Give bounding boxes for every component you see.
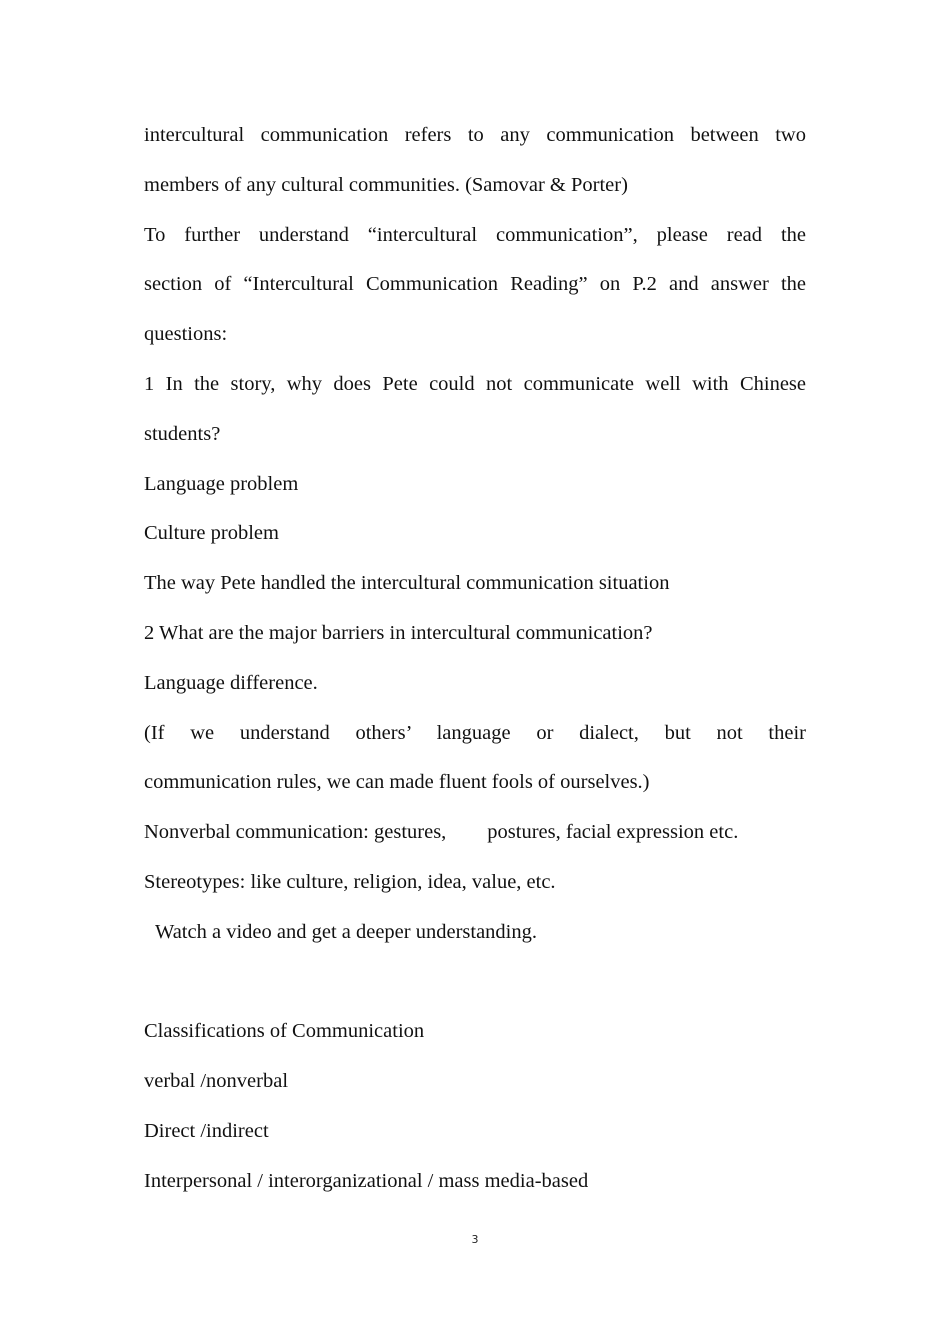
- classification-item-2: Direct /indirect: [144, 1119, 269, 1142]
- definition-line-2: members of any cultural communities. (Samovar & Porter): [144, 173, 628, 196]
- definition-line-1: intercultural communication refers to any communication between two: [144, 124, 806, 146]
- classification-item-1: verbal /nonverbal: [144, 1070, 289, 1093]
- question-1-line-2: students?: [144, 422, 221, 445]
- question-1-answer-1: Language problem: [144, 472, 299, 495]
- question-1-line-1: 1 In the story, why does Pete could not communicate well with Chinese: [144, 372, 806, 395]
- document-body: [144, 111, 806, 1207]
- classifications-heading: Classifications of Communication: [144, 1020, 425, 1043]
- question-2-note-line-1: (If we understand others’ language or dialect, but not their: [144, 721, 806, 744]
- question-2-answer-3: Stereotypes: like culture, religion, idea, value, etc.: [144, 870, 556, 893]
- instruction-line-3: questions:: [144, 323, 228, 346]
- question-1-answer-3: The way Pete handled the intercultural communication situation: [144, 572, 670, 595]
- question-2: 2 What are the major barriers in intercultural communication?: [144, 621, 653, 644]
- classification-item-3: Interpersonal / interorganizational / mass media-based: [144, 1169, 589, 1192]
- question-2-note-line-2: communication rules, we can made fluent fools of ourselves.): [144, 771, 650, 794]
- instruction-line-2: section of “Intercultural Communication Reading” on P.2 and answer the: [144, 273, 806, 296]
- blank-line: [144, 958, 806, 1008]
- question-1-answer-2: Culture problem: [144, 522, 279, 545]
- page-number: 3: [471, 1233, 479, 1246]
- question-2-answer-1: Language difference.: [144, 671, 318, 694]
- instruction-line-1: To further understand “intercultural communication”, please read the: [144, 223, 806, 246]
- video-note: Watch a video and get a deeper understanding.: [155, 920, 538, 943]
- question-2-answer-2: Nonverbal communication: gestures, postures, facial expression etc.: [144, 821, 739, 844]
